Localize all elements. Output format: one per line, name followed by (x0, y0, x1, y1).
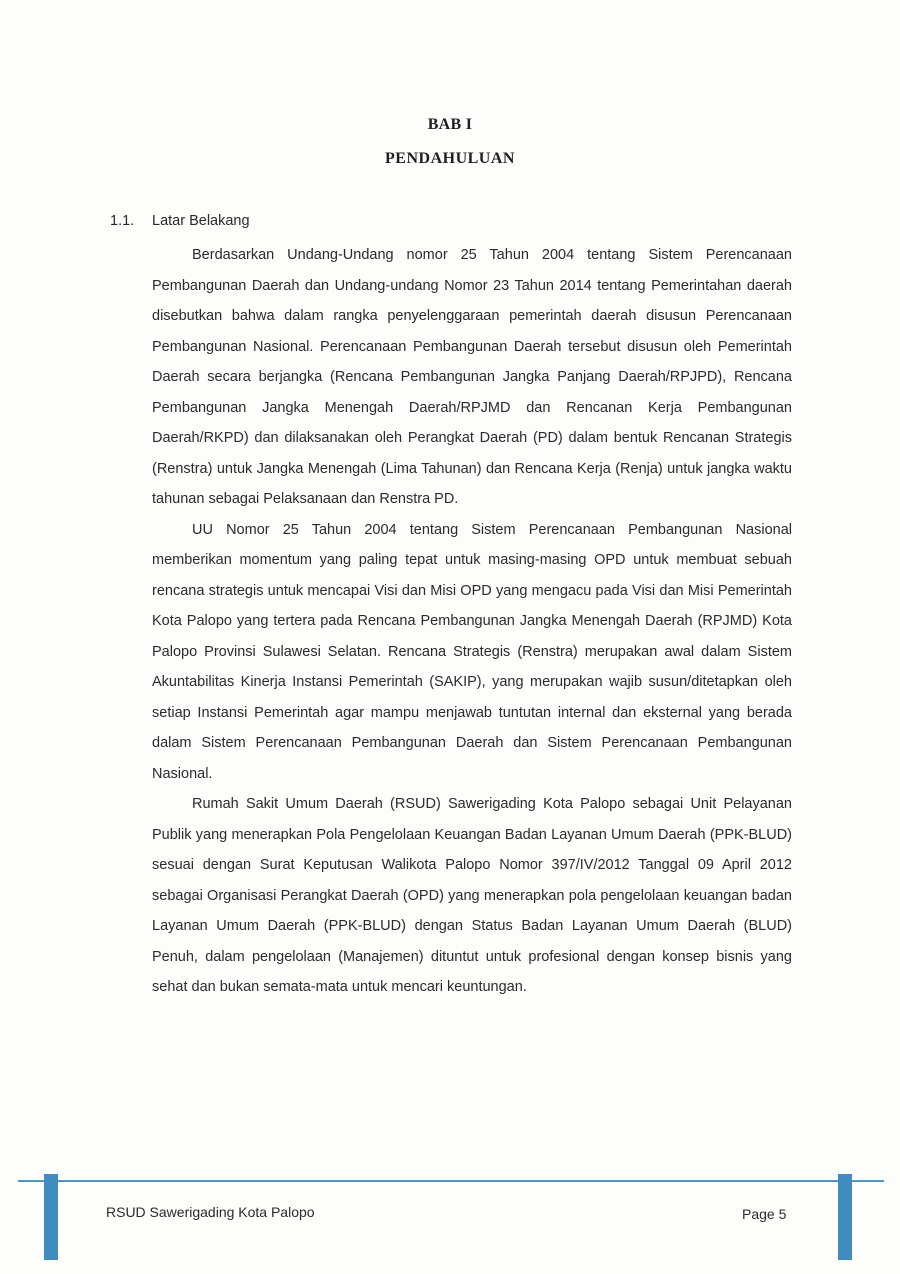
footer-organization: RSUD Sawerigading Kota Palopo (106, 1204, 315, 1220)
paragraph-2: UU Nomor 25 Tahun 2004 tentang Sistem Perencanaan Pembangunan Nasional memberikan momentum yang paling tepat untuk masing-masing OPD untuk membuat sebuah rencana strategis untuk mencapai Visi dan Misi OPD yang mengacu pada Visi dan Misi Pemerintah Kota Palopo yang tertera pada Rencana Pembangunan Jangka Menengah Daerah (RPJMD) Kota Palopo Provinsi Sulawesi Selatan. Rencana Strategis (Renstra) merupakan awal dalam Sistem Akuntabilitas Kinerja Instansi Pemerintah (SAKIP), yang merupakan wajib susun/ditetapkan oleh setiap Instansi Pemerintah agar mampu menjawab tuntutan internal dan eksternal yang berada dalam Sistem Perencanaan Pembangunan Daerah dan Sistem Perencanaan Pembangunan Nasional. (152, 521, 792, 782)
section-number: 1.1. (110, 213, 135, 229)
body-text (152, 240, 792, 1003)
footer-page-number: Page 5 (742, 1206, 787, 1222)
section-title: Latar Belakang (152, 213, 250, 229)
section-heading (110, 213, 250, 229)
footer-divider (18, 1180, 884, 1182)
footer-accent-bar-left (44, 1174, 58, 1260)
chapter-title: PENDAHULUAN (385, 150, 515, 167)
footer-accent-bar-right (838, 1174, 852, 1260)
paragraph-3: Rumah Sakit Umum Daerah (RSUD) Sawerigading Kota Palopo sebagai Unit Pelayanan Publik yang menerapkan Pola Pengelolaan Keuangan Badan Layanan Umum Daerah (PPK-BLUD) sesuai dengan Surat Keputusan Walikota Palopo Nomor 397/IV/2012 Tanggal 09 April 2012 sebagai Organisasi Perangkat Daerah (OPD) yang menerapkan pola pengelolaan keuangan badan Layanan Umum Daerah (PPK-BLUD) dengan Status Badan Layanan Umum Daerah (BLUD) Penuh, dalam pengelolaan (Manajemen) dituntut untuk profesional dengan konsep bisnis yang sehat dan bukan semata-mata untuk mencari keuntungan. (152, 796, 792, 995)
chapter-label: BAB I (427, 116, 473, 133)
paragraph-1: Berdasarkan Undang-Undang nomor 25 Tahun 2004 tentang Sistem Perencanaan Pembangunan Daerah dan Undang-undang Nomor 23 Tahun 2014 tentang Pemerintahan daerah disebutkan bahwa dalam rangka penyelenggaraan pemerintah daerah disusun Perencanaan Pembangunan Nasional. Perencanaan Pembangunan Daerah tersebut disusun oleh Pemerintah Daerah secara berjangka (Rencana Pembangunan Jangka Panjang Daerah/RPJPD), Rencana Pembangunan Jangka Menengah Daerah/RPJMD dan Rencanan Kerja Pembangunan Daerah/RKPD) dan dilaksanakan oleh Perangkat Daerah (PD) dalam bentuk Rencanan Strategis (Renstra) untuk Jangka Menengah (Lima Tahunan) dan Rencana Kerja (Renja) untuk jangka waktu tahunan sebagai Pelaksanaan dan Renstra PD. (152, 247, 792, 507)
